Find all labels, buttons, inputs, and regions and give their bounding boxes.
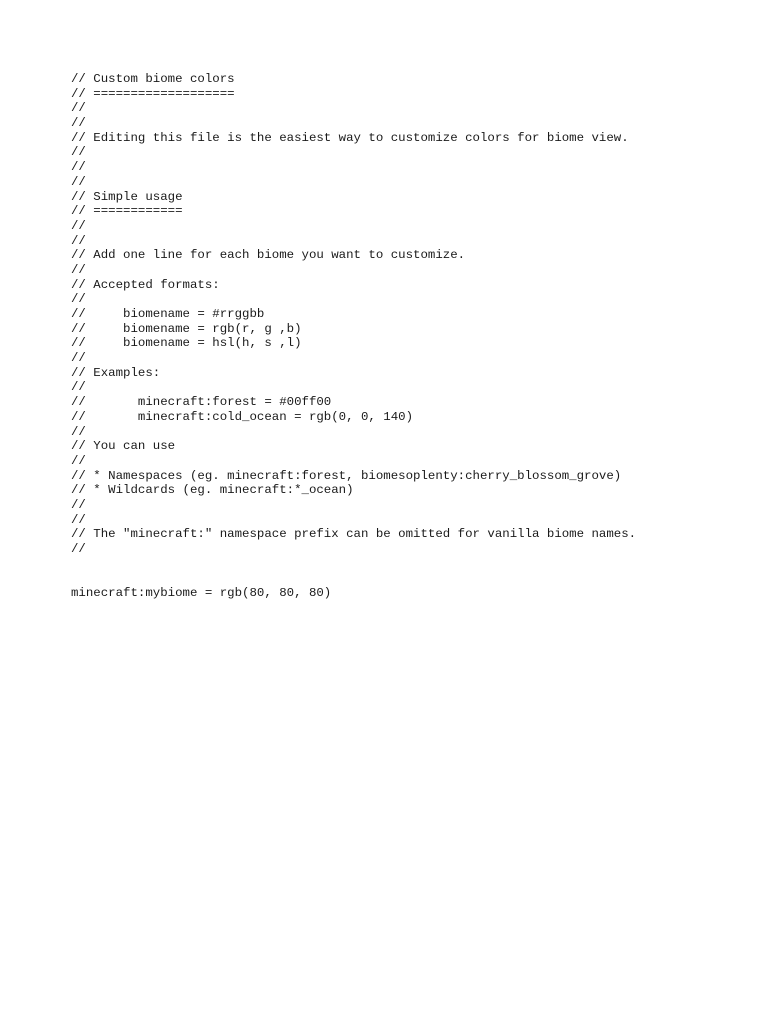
document-body bbox=[71, 72, 751, 601]
text-line: // * Wildcards (eg. minecraft:*_ocean) bbox=[71, 483, 354, 498]
text-line: // bbox=[71, 292, 86, 307]
text-line: // minecraft:forest = #00ff00 bbox=[71, 395, 332, 410]
text-line: // bbox=[71, 542, 86, 556]
text-line: // bbox=[71, 160, 86, 175]
text-line: // bbox=[71, 145, 86, 160]
text-line: // bbox=[71, 453, 86, 468]
text-line: // biomename = rgb(r, g ,b) bbox=[71, 321, 302, 336]
text-line: // bbox=[71, 424, 86, 439]
blank-line bbox=[71, 571, 751, 586]
text-line: // biomename = hsl(h, s ,l) bbox=[71, 336, 302, 351]
text-line: // Add one line for each biome you want to customize. bbox=[71, 248, 466, 263]
text-line: // biomename = #rrggbb bbox=[71, 307, 265, 321]
text-line: // bbox=[71, 351, 86, 366]
text-line: // bbox=[71, 233, 86, 248]
text-line: // bbox=[71, 218, 86, 233]
text-line: // bbox=[71, 174, 86, 189]
text-line: // bbox=[71, 116, 86, 131]
text-line: // Editing this file is the easiest way to customize colors for biome view. bbox=[71, 130, 629, 145]
text-line: // Accepted formats: bbox=[71, 277, 220, 292]
config-entry-line: minecraft:mybiome = rgb(80, 80, 80) bbox=[71, 586, 332, 601]
text-line: // You can use bbox=[71, 439, 176, 454]
text-line: // bbox=[71, 512, 86, 527]
text-line: // The "minecraft:" namespace prefix can be omitted for vanilla biome names. bbox=[71, 527, 637, 542]
text-line: // bbox=[71, 380, 86, 395]
text-line: // * Namespaces (eg. minecraft:forest, biomesoplenty:cherry_blossom_grove) bbox=[71, 468, 622, 483]
text-line: // Examples: bbox=[71, 365, 161, 380]
text-line: // minecraft:cold_ocean = rgb(0, 0, 140) bbox=[71, 409, 414, 424]
text-line: // ============ bbox=[71, 204, 183, 219]
text-line: // bbox=[71, 262, 86, 277]
text-line: // bbox=[71, 101, 86, 116]
text-line: // Custom biome colors bbox=[71, 72, 235, 86]
text-line: // bbox=[71, 497, 86, 512]
blank-line bbox=[71, 557, 751, 572]
text-line: // Simple usage bbox=[71, 189, 183, 204]
text-line: // =================== bbox=[71, 86, 235, 101]
